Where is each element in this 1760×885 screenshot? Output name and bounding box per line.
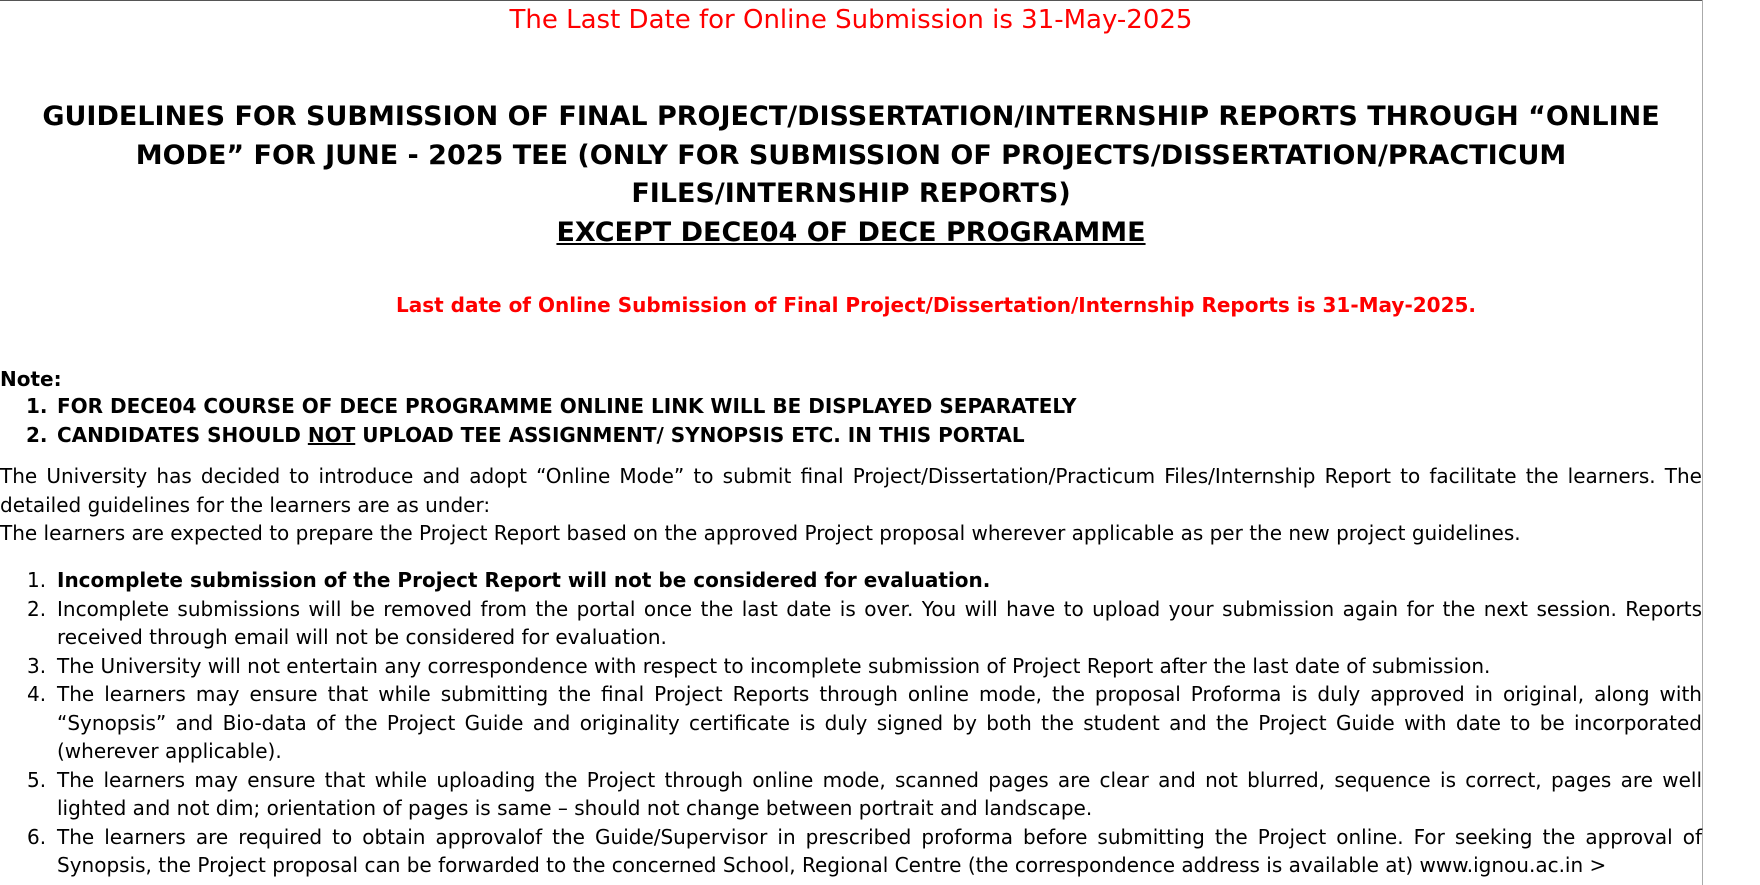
right-scroll-edge: [1702, 0, 1703, 885]
note-item: [26, 392, 1076, 421]
intro-paragraph: The University has decided to introduce and adopt “Online Mode” to submit final Project/Dissertation/Practicum Files/Internship Report to facilitate the learners. The detailed guidelines for the learners are as under:: [0, 464, 1702, 517]
note-item-emphasis: NOT: [307, 423, 356, 447]
guideline-point: [0, 566, 1702, 595]
point-number: 2.: [27, 596, 47, 621]
last-date-banner: The Last Date for Online Submission is 31-May-2025: [509, 5, 1193, 35]
point-number: 3.: [27, 653, 47, 678]
guidelines-heading: [0, 98, 1702, 252]
heading-line-3: FILES/INTERNSHIP REPORTS): [631, 178, 1071, 209]
point-text: The learners may ensure that while submitting the final Project Reports through online mode, the proposal Proforma is duly approved in original, along with “Synopsis” and Bio-data of the Project Guide and originality certificate is duly signed by both the student and the Project Guide with date to be incorporated (wherever applicable).: [57, 682, 1702, 763]
point-text: Incomplete submission of the Project Report will not be considered for evaluation.: [57, 568, 991, 592]
point-text: Incomplete submissions will be removed from the portal once the last date is over. You will have to upload your submission again for the next session. Reports received through email will not be considered for evaluation.: [57, 596, 1702, 649]
heading-line-2: MODE” FOR JUNE - 2025 TEE (ONLY FOR SUBMISSION OF PROJECTS/DISSERTATION/PRACTICUM: [135, 139, 1567, 171]
submission-deadline-notice: Last date of Online Submission of Final Project/Dissertation/Internship Reports is 31-May-2025.: [396, 293, 1477, 317]
guideline-point: [0, 766, 1702, 823]
intro-section: [0, 462, 1702, 548]
point-number: 4.: [27, 682, 47, 706]
intro-paragraph: The learners are expected to prepare the Project Report based on the approved Project proposal wherever applicable as per the new project guidelines.: [0, 521, 1521, 545]
top-border: [0, 0, 1703, 1]
heading-line-4: EXCEPT DECE04 OF DECE PROGRAMME: [556, 216, 1146, 248]
guideline-point: [0, 680, 1702, 766]
point-text: The learners may ensure that while uploading the Project through online mode, scanned pages are clear and not blurred, sequence is correct, pages are well lighted and not dim; orientation of pages is same – should not change between portrait and landscape.: [57, 767, 1702, 820]
note-item-text-before: CANDIDATES SHOULD: [57, 423, 308, 447]
note-label: Note:: [0, 367, 62, 391]
point-text: The University will not entertain any correspondence with respect to incomplete submission of Project Report after the last date of submission.: [57, 653, 1491, 678]
point-number: 1.: [27, 568, 47, 592]
guideline-point: [0, 823, 1702, 880]
point-number: 5.: [27, 767, 47, 792]
guideline-point: [0, 652, 1702, 681]
point-text: The learners are required to obtain approvalof the Guide/Supervisor in prescribed proforma before submitting the Project online. For seeking the approval of Synopsis, the Project proposal can be forwarded to the concerned School, Regional Centre (the correspondence address is available at) www.ignou.ac.in >: [57, 824, 1702, 877]
note-item-number: 1.: [26, 394, 48, 418]
guideline-point: [0, 595, 1702, 652]
heading-line-1: GUIDELINES FOR SUBMISSION OF FINAL PROJECT/DISSERTATION/INTERNSHIP REPORTS THROUGH “ONLINE: [42, 101, 1660, 132]
note-item-text-after: UPLOAD TEE ASSIGNMENT/ SYNOPSIS ETC. IN THIS PORTAL: [355, 423, 1025, 447]
note-item: [26, 421, 1076, 450]
point-number: 6.: [27, 824, 47, 849]
guideline-points-list: [0, 566, 1702, 880]
note-list: [26, 392, 1076, 450]
note-item-number: 2.: [26, 423, 48, 447]
note-item-text: FOR DECE04 COURSE OF DECE PROGRAMME ONLINE LINK WILL BE DISPLAYED SEPARATELY: [57, 394, 1077, 418]
